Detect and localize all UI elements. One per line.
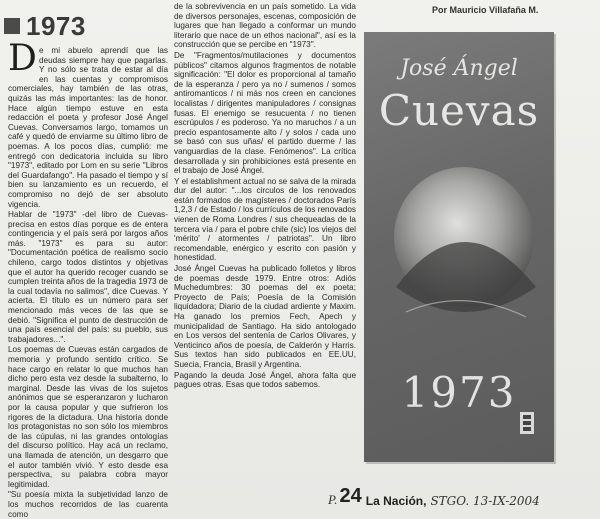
book-cover	[364, 32, 554, 462]
handwritten-date: STGO. 13-IX-2004	[430, 494, 540, 508]
paragraph: De "Fragmentos/mutilaciones y documentos públicos" citamos algunos fragmentos de notable significación: "El dolor es proporcional al tamaño de la esperanza / pero ya no / sumenos / somos antiromanticos / ni más nos creen en canciones localistas / dirigentes manipuladores / consignas fusas. El enemigo se resucuenta / no tienen escrúpulos / es poderoso. Ya no maruchos / a un precio espantosamente alto / y solos / cada uno se basó con sus uñas/ el partido duerme / las vanguardias de la clase. Fenómenos". La crítica desarrollada y sin prohibiciones está presente en el trabajo de José Ángel.	[174, 50, 356, 176]
page-label: P.	[328, 492, 338, 507]
article-column-middle	[174, 2, 356, 494]
dropcap-box	[8, 38, 37, 79]
publisher-logo-icon	[520, 412, 534, 434]
byline: Por Mauricio Villafaña M.	[432, 5, 539, 15]
newspaper-name: La Nación,	[365, 494, 427, 508]
headline-square-icon	[4, 18, 20, 34]
paragraph: e mi abuelo aprendí que las deudas siempre hay que pagarlas. Y no sólo se trata de estar al día en las cuentas y compromisos comerciales, hay también de las otras, quizás las más importantes: las de honor. Hace algún tiempo estuve en esta redacción el poeta y profesor José Ángel Cuevas. Conversamos largo, tomamos un café y quedó de enviarme su último libro de poemas. A los pocos días, cumplió: me entregó con dedicatoria incluida su libro "1973", editado por Lom en su serie "Libros del Guardafango". Ha pasado el tiempo y sí bien su lanzamiento es un recuerdo, el compromiso no dejó de ser absoluto vigencia.	[8, 46, 168, 209]
source-footer	[328, 482, 596, 508]
paragraph: de la sobrevivencia en un país sometido. La vida de diversos personajes, escenas, composición de lugares que han llegado a conformar un mundo literario que nace de un ethos nacional", así es la construcción que se percibe en "1973".	[174, 2, 356, 50]
paragraph: Hablar de "1973" -del libro de Cuevas- precisa en estos días porque es de entera contingencia y el país será por largos años más. "1973" es para su autor: "Documentación poética de realismo socio chileno, cargo todos distintos y objetivas que el autor ha querido recoger cuando se cumplen treinta años de la tragedia 1973 de la cual todavía no salimos", dice Cuevas. Y acierta. El título es un número para ser mencionado más veces de las que se debió. "Significa el punto de destrucción de una país esencial del país: su pueblo, sus trabajadores...".	[8, 210, 168, 344]
page-number: 24	[339, 485, 362, 507]
cover-globe-illustration	[376, 137, 546, 367]
paragraph: "Su poesía mixta la subjetividad lanzo de los muchos recorridos de las cuarenta como	[8, 490, 168, 519]
paragraph: Pagando la deuda José Ángel, ahora falta que pagues otras. Esas que todos sabemos.	[174, 370, 356, 390]
cover-author-first: José Ángel	[400, 56, 518, 81]
book-cover-image	[364, 32, 594, 494]
cover-year: 1973	[401, 368, 517, 417]
article-column-left	[8, 38, 168, 519]
headline-title: 1973	[26, 10, 86, 41]
cover-author-last: Cuevas	[378, 86, 540, 135]
dropcap: D	[8, 38, 37, 79]
paragraph: José Ángel Cuevas ha publicado folletos y libros de poemas desde 1979. Entre otros: Adiós Muchedumbres: 30 poemas del ex poeta; Proyecto de País; Poesía de la Comisión liquidadora; Diario de la ciudad ardiente y Maxim. Ha ganado los premios Fech, Apech y municipalidad de Santiago. Ha sido antologado en Los versos del sentenía de Carlos Olivares, y Venticinco años de poesía, de Calderón y Harris. Sus textos han sido publicados en EE.UU, Suecia, Francia, Brasil y Argentina.	[174, 264, 356, 369]
paragraph: Los poemas de Cuevas están cargados de memoria y profundo sentido crítico. Se hace cargo en relatar lo que muchos han dicho pero esta vez desde la subalterno, lo marginal. Desde las vivas de los sujetos anónimos que se esperanzaron y lucharon por la causa popular y que sufrieron los rigores de la dictadura. Una historia donde los protagonistas no son sólo los miembros de las cúpulas, ni las grandes ontologías del discurso político. Hay acá un reclamo, una llamada de atención, un desgarro que el autor también vivió. Y esto desde esa perspectiva, su palabra cobra mayor legitimidad.	[8, 345, 168, 489]
paragraph: Y el establishment actual no se salva de la mirada dur del autor: "...los circulos de los renovados están formados de magísteres / doctorados París 1,2,3 / de Estado / los currículos de los renovados vienen de Roma Londres / sus chequeadas de la tercera vía / para el pobre chile (sic) los viejos del 'mérito' / atormentes / patriotas". Un libro recomendable, enérgico y escrito con pasión y honestidad.	[174, 176, 356, 263]
